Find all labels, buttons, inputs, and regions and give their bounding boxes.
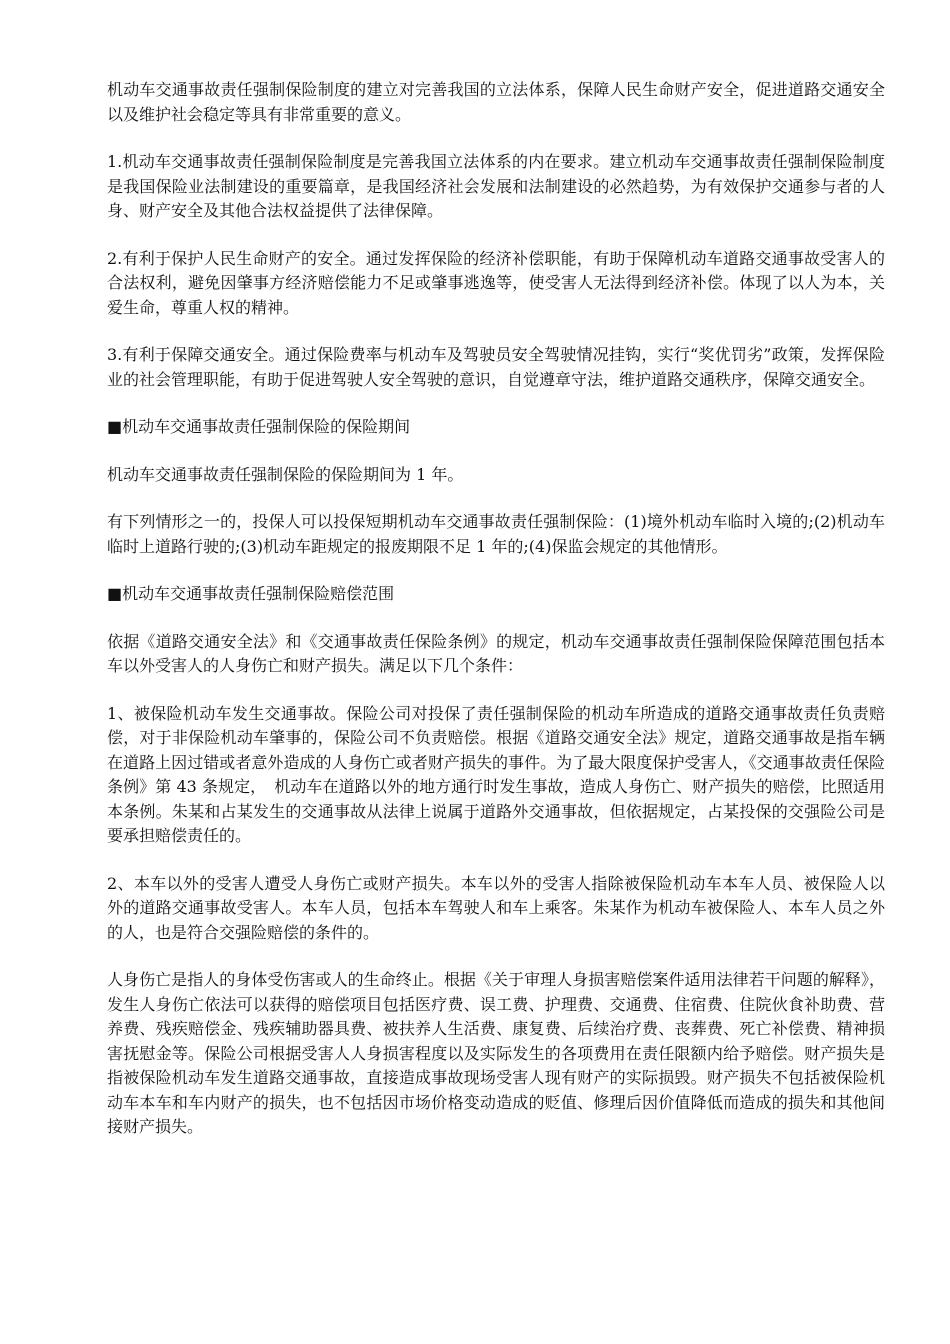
injury-definition-paragraph: 人身伤亡是指人的身体受伤害或人的生命终止。根据《关于审理人身损害赔偿案件适用法律若干问题的解释》，发生人身伤亡依法可以获得的赔偿项目包括医疗费、误工费、护理费、交通费、住宿费、住院伙食补助费、营养费、残疾赔偿金、残疾辅助器具费、被扶养人生活费、康复费、后续治疗费、丧葬费、死亡补偿费、精神损害抚慰金等。保险公司根据受害人人身损害程度以及实际发生的各项费用在责任限额内给予赔偿。财产损失是指被保险机动车发生道路交通事故，直接造成事故现场受害人现有财产的实际损毁。财产损失不包括被保险机动车本车和车内财产的损失，也不包括因市场价格变动造成的贬值、修理后因价值降低而造成的损失和其他间接财产损失。 xyxy=(107,970,885,1136)
intro-paragraph: 机动车交通事故责任强制保险制度的建立对完善我国的立法体系，保障人民生命财产安全，促进道路交通安全以及维护社会稳定等具有非常重要的意义。 xyxy=(107,80,885,124)
compensation-scope-paragraph: 依据《道路交通安全法》和《交通事故责任保险条例》的规定，机动车交通事故责任强制保险保障范围包括本车以外受害人的人身伤亡和财产损失。满足以下几个条件： xyxy=(107,631,885,675)
point-2-paragraph: 2.有利于保护人民生命财产的安全。通过发挥保险的经济补偿职能，有助于保障机动车道路交通事故受害人的合法权利，避免因肇事方经济赔偿能力不足或肇事逃逸等，使受害人无法得到经济补偿。体现了以人为本，关爱生命，尊重人权的精神。 xyxy=(107,248,885,317)
document-body xyxy=(107,78,885,1163)
point-1-paragraph: 1.机动车交通事故责任强制保险制度是完善我国立法体系的内在要求。建立机动车交通事故责任强制保险制度是我国保险业法制建设的重要篇章，是我国经济社会发展和法制建设的必然趋势，为有效保护交通参与者的人身、财产安全及其他合法权益提供了法律保障。 xyxy=(107,152,885,220)
point-3-paragraph: 3.有利于保障交通安全。通过保险费率与机动车及驾驶员安全驾驶情况挂钩，实行“奖优罚劣”政策，发挥保险业的社会管理职能，有助于促进驾驶人安全驾驶的意识，自觉遵章守法，维护道路交通秩序，保障交通安全。 xyxy=(107,345,885,389)
condition-2-paragraph: 2、本车以外的受害人遭受人身伤亡或财产损失。本车以外的受害人指除被保险机动车本车人员、被保险人以外的道路交通事故受害人。本车人员，包括本车驾驶人和车上乘客。朱某作为机动车被保险人、本车人员之外的人，也是符合交强险赔偿的条件的。 xyxy=(107,873,885,942)
section-heading-insurance-period: ■机动车交通事故责任强制保险的保险期间 xyxy=(107,417,411,436)
short-term-insurance-paragraph: 有下列情形之一的，投保人可以投保短期机动车交通事故责任强制保险：(1)境外机动车临时入境的;(2)机动车临时上道路行驶的;(3)机动车距规定的报废期限不足 1 年的;(4)保监会规定的其他情形。 xyxy=(107,512,885,556)
insurance-period-paragraph: 机动车交通事故责任强制保险的保险期间为 1 年。 xyxy=(107,464,464,484)
section-heading-compensation-scope: ■机动车交通事故责任强制保险赔偿范围 xyxy=(107,584,395,603)
condition-1-paragraph: 1、被保险机动车发生交通事故。保险公司对投保了责任强制保险的机动车所造成的道路交通事故责任负责赔偿，对于非保险机动车肇事的，保险公司不负责赔偿。根据《道路交通安全法》规定，道路交通事故是指车辆在道路上因过错或者意外造成的人身伤亡或者财产损失的事件。为了最大限度保护受害人，《交通事故责任保险条例》第 43 条规定， 机动车在道路以外的地方通行时发生事故，造成人身伤亡、财产损失的赔偿，比照适用本条例。朱某和占某发生的交通事故从法律上说属于道路外交通事故，但依据规定，占某投保的交强险公司是要承担赔偿责任的。 xyxy=(107,703,885,845)
